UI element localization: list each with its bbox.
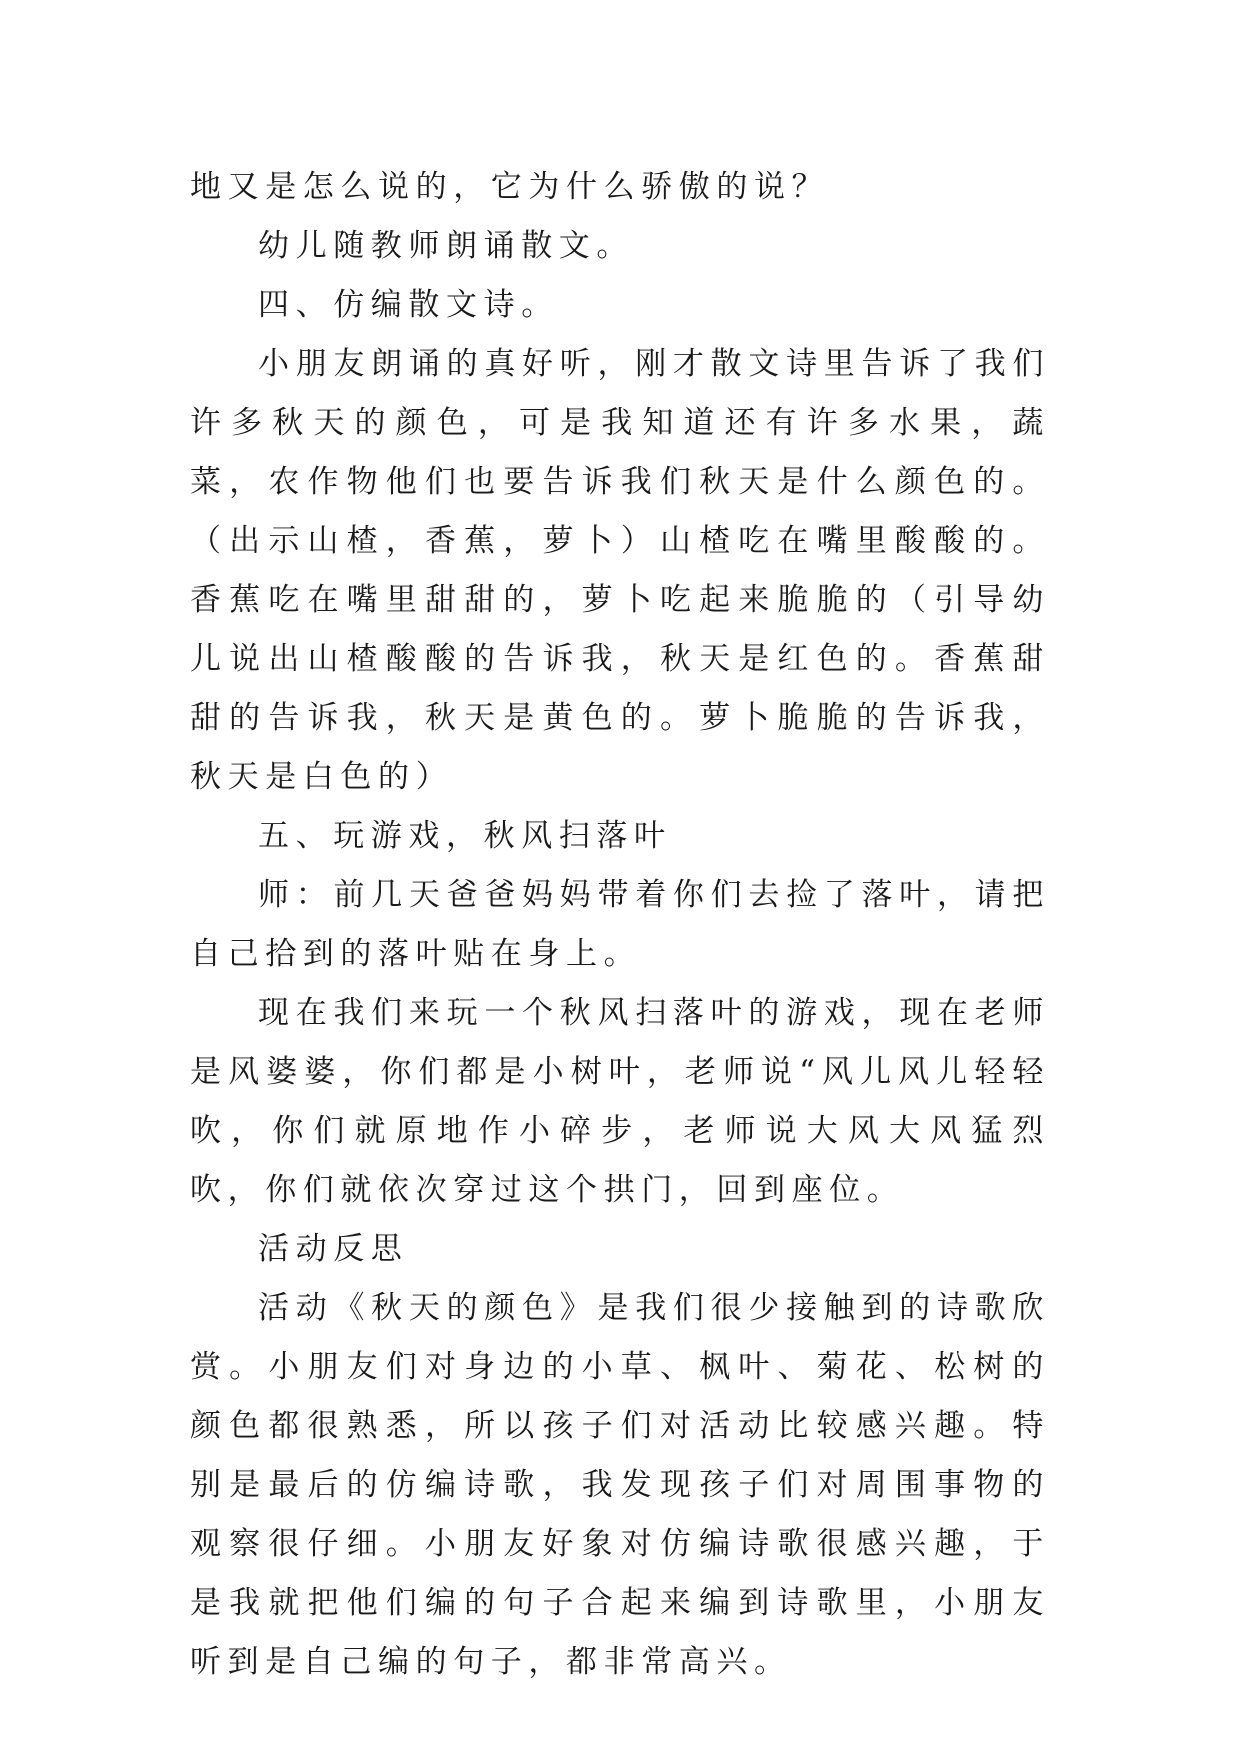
document-body <box>190 158 1050 1692</box>
paragraph-recitation: 幼儿随教师朗诵散文。 <box>258 228 634 264</box>
paragraph-teacher: 师：前几天爸爸妈妈带着你们去捡了落叶，请把自己拾到的落叶贴在身上。 <box>190 877 1050 972</box>
section-heading-game: 五、玩游戏，秋风扫落叶 <box>258 818 672 854</box>
paragraph-continuation: 地又是怎么说的，它为什么骄傲的说？ <box>190 169 830 205</box>
paragraph-imitation: 小朋友朗诵的真好听，刚才散文诗里告诉了我们许多秋天的颜色，可是我知道还有许多水果，蔬菜，农作物他们也要告诉我们秋天是什么颜色的。（出示山楂，香蕉，萝卜）山楂吃在嘴里酸酸的。香蕉吃在嘴里甜甜的，萝卜吃起来脆脆的（引导幼儿说出山楂酸酸的告诉我，秋天是红色的。香蕉甜甜的告诉我，秋天是黄色的。萝卜脆脆的告诉我，秋天是白色的） <box>190 346 1050 795</box>
paragraph-reflection: 活动《秋天的颜色》是我们很少接触到的诗歌欣赏。小朋友们对身边的小草、枫叶、菊花、松树的颜色都很熟悉，所以孩子们对活动比较感兴趣。特别是最后的仿编诗歌，我发现孩子们对周围事物的观察很仔细。小朋友好象对仿编诗歌很感兴趣，于是我就把他们编的句子合起来编到诗歌里，小朋友听到是自己编的句子，都非常高兴。 <box>190 1290 1050 1680</box>
section-heading-reflection: 活动反思 <box>258 1231 409 1267</box>
paragraph-game-rules: 现在我们来玩一个秋风扫落叶的游戏，现在老师是风婆婆，你们都是小树叶，老师说“风儿风儿轻轻吹，你们就原地作小碎步，老师说大风大风猛烈吹，你们就依次穿过这个拱门，回到座位。 <box>190 995 1050 1208</box>
section-heading-imitation: 四、仿编散文诗。 <box>258 287 559 323</box>
